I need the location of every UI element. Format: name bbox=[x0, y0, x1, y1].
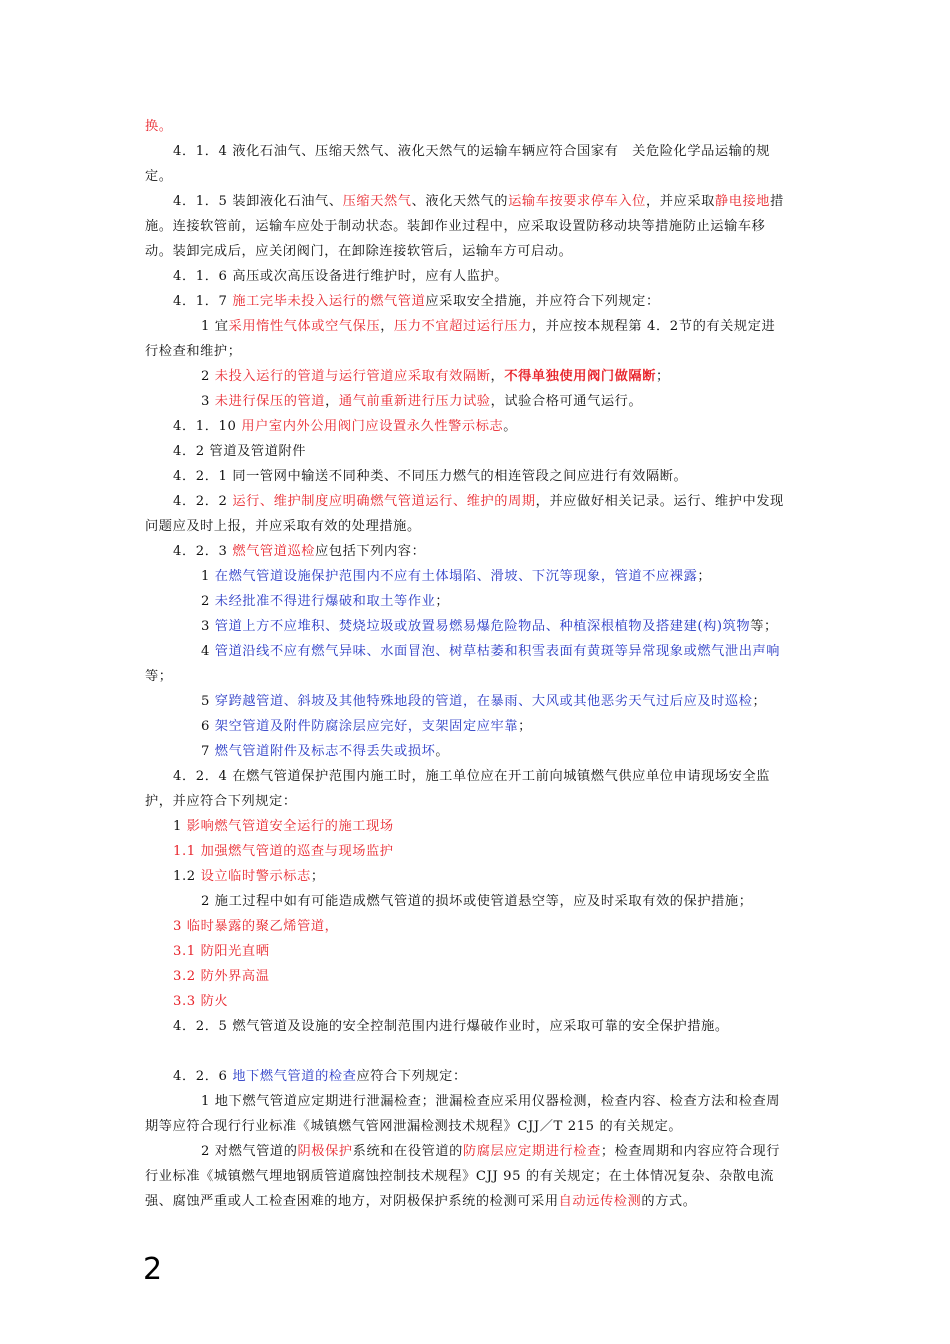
text-run: 4．1．10 bbox=[173, 419, 242, 434]
text-run: 2 施工过程中如有可能造成燃气管道的损坏或使管道悬空等，应及时采取有效的保护措施； bbox=[201, 894, 753, 909]
text-run: 4．1．7 bbox=[173, 294, 233, 309]
text-line bbox=[173, 468, 687, 486]
text-run: 4．2．3 bbox=[173, 544, 233, 559]
text-line bbox=[201, 718, 532, 736]
text-run: ， bbox=[380, 319, 395, 334]
text-line bbox=[145, 518, 421, 536]
highlighted-text-run: 在燃气管道设施保护范围内不应有土体塌陷、滑坡、下沉等现象，管道不应裸露 bbox=[214, 569, 698, 584]
text-line bbox=[173, 818, 394, 836]
text-run: ； bbox=[310, 869, 325, 884]
highlighted-text-run: 未进行保压的管道 bbox=[214, 394, 326, 409]
text-line bbox=[145, 218, 765, 236]
text-line bbox=[173, 768, 770, 786]
text-line bbox=[173, 193, 784, 211]
text-run: 6 bbox=[201, 719, 215, 734]
text-run: ， bbox=[325, 394, 339, 409]
text-line bbox=[201, 893, 753, 911]
text-line bbox=[201, 318, 775, 336]
text-run: 4．2．2 bbox=[173, 494, 233, 509]
text-line bbox=[145, 1193, 697, 1211]
highlighted-text-run: 施工完毕未投入运行的燃气管道 bbox=[232, 294, 426, 309]
text-line bbox=[201, 743, 449, 761]
highlighted-text-run: 3.1 防阳光直晒 bbox=[173, 944, 270, 959]
text-run: 行检查和维护； bbox=[145, 344, 242, 359]
text-line bbox=[145, 243, 572, 261]
text-line bbox=[173, 493, 784, 511]
highlighted-text-run: 运行、维护制度应明确燃气管道运行、维护的周期 bbox=[232, 494, 536, 509]
text-line bbox=[145, 793, 297, 811]
text-run: ，并应做好相关记录。运行、维护中发现 bbox=[535, 494, 784, 509]
text-run: ； bbox=[518, 719, 532, 734]
text-line bbox=[145, 168, 173, 186]
text-line bbox=[201, 643, 780, 661]
text-run: 期等应符合现行行业标准《城镇燃气管网泄漏检测技术规程》CJJ／T 215 的有关规定。 bbox=[145, 1119, 683, 1134]
highlighted-text-run: 采用惰性气体或空气保压 bbox=[228, 319, 381, 334]
highlighted-text-run: 管道上方不应堆积、焚烧垃圾或放置易燃易爆危险物品、种植深根植物及搭建建(构)筑物 bbox=[214, 619, 751, 634]
text-run: 等； bbox=[145, 669, 173, 684]
text-line bbox=[173, 943, 270, 961]
highlighted-text-run: 1.1 加强燃气管道的巡查与现场监护 bbox=[173, 844, 394, 859]
text-run: 4 bbox=[201, 644, 215, 659]
text-line bbox=[145, 1118, 682, 1136]
text-line bbox=[173, 443, 306, 461]
text-run: 2 对燃气管道的 bbox=[201, 1144, 298, 1159]
text-line bbox=[201, 1093, 780, 1111]
text-line bbox=[173, 843, 394, 861]
text-line bbox=[201, 368, 670, 386]
highlighted-text-run: 静电接地 bbox=[714, 194, 771, 209]
text-line bbox=[173, 993, 228, 1011]
text-run: 4．1．6 高压或次高压设备进行维护时，应有人监护。 bbox=[173, 269, 509, 284]
text-run: 施。连接软管前，运输车应处于制动状态。装卸作业过程中，应采取设置防移动块等措施防止运输车移 bbox=[145, 219, 766, 234]
text-run: 1.2 bbox=[173, 869, 201, 884]
text-run: ； bbox=[435, 594, 450, 609]
highlighted-text-run: 架空管道及附件防腐涂层应完好，支架固定应牢靠 bbox=[214, 719, 519, 734]
text-run: 4．2 管道及管道附件 bbox=[173, 444, 307, 459]
text-run: 等； bbox=[750, 619, 778, 634]
highlighted-text-run: 换。 bbox=[145, 119, 173, 134]
text-run: 应采取安全措施，并应符合下列规定： bbox=[425, 294, 660, 309]
text-run: ； bbox=[656, 369, 670, 384]
text-run: ，并应采取 bbox=[645, 194, 715, 209]
highlighted-text-run: 用户室内外公用阀门应设置永久性警示标志 bbox=[241, 419, 504, 434]
text-line bbox=[201, 693, 766, 711]
text-run: 定。 bbox=[145, 169, 173, 184]
text-run: 动。装卸完成后，应关闭阀门，在卸除连接软管后，运输车方可启动。 bbox=[145, 244, 573, 259]
highlighted-text-run: 自动远传检测 bbox=[558, 1194, 642, 1209]
text-run: ， bbox=[490, 369, 505, 384]
text-line bbox=[173, 1018, 729, 1036]
highlighted-text-run: 阴极保护 bbox=[297, 1144, 353, 1159]
text-line bbox=[145, 1168, 774, 1186]
text-run: 4．2．4 在燃气管道保护范围内施工时，施工单位应在开工前向城镇燃气供应单位申请现场安全监 bbox=[173, 769, 771, 784]
highlighted-text-run: 不得单独使用阀门做隔断 bbox=[504, 369, 657, 384]
highlighted-text-run: 通气前重新进行压力试验 bbox=[338, 394, 491, 409]
text-line bbox=[173, 418, 517, 436]
text-run: 。 bbox=[435, 744, 450, 759]
text-line bbox=[173, 293, 660, 311]
highlighted-text-run: 未经批准不得进行爆破和取土等作业 bbox=[214, 594, 436, 609]
highlighted-text-run: 影响燃气管道安全运行的施工现场 bbox=[186, 819, 394, 834]
text-run: ； bbox=[752, 694, 767, 709]
text-run: 4．2．5 燃气管道及设施的安全控制范围内进行爆破作业时，应采取可靠的安全保护措施。 bbox=[173, 1019, 729, 1034]
text-line bbox=[173, 543, 425, 561]
highlighted-text-run: 防腐层应定期进行检查 bbox=[462, 1144, 601, 1159]
text-run: ，并应按本规程第 4．2节的有关规定进 bbox=[531, 319, 776, 334]
text-run: ；检查周期和内容应符合现行 bbox=[600, 1144, 781, 1159]
text-run: 的方式。 bbox=[641, 1194, 697, 1209]
text-run: ； bbox=[697, 569, 712, 584]
text-run: 行业标准《城镇燃气埋地钢质管道腐蚀控制技术规程》CJJ 95 的有关规定；在土体情况复杂、杂散电流 bbox=[145, 1169, 775, 1184]
highlighted-text-run: 穿跨越管道、斜坡及其他特殊地段的管道，在暴雨、大风或其他恶劣天气过后应及时巡检 bbox=[214, 694, 753, 709]
text-run: 措 bbox=[770, 194, 784, 209]
text-run: 3 bbox=[201, 619, 215, 634]
text-line bbox=[201, 1143, 780, 1161]
text-line bbox=[173, 268, 508, 286]
page-number: 2 bbox=[143, 1252, 163, 1287]
text-run: 强、腐蚀严重或人工检查困难的地方，对阴极保护系统的检测可采用 bbox=[145, 1194, 559, 1209]
text-run: 4．2．1 同一管网中输送不同种类、不同压力燃气的相连管段之间应进行有效隔断。 bbox=[173, 469, 688, 484]
text-run: ，试验合格可通气运行。 bbox=[490, 394, 643, 409]
text-line bbox=[201, 618, 778, 636]
highlighted-text-run: 燃气管道附件及标志不得丢失或损坏 bbox=[214, 744, 436, 759]
text-line bbox=[173, 868, 325, 886]
text-run: 系统和在役管道的 bbox=[352, 1144, 463, 1159]
highlighted-text-run: 地下燃气管道的检查 bbox=[232, 1069, 357, 1084]
highlighted-text-run: 燃气管道巡检 bbox=[232, 544, 316, 559]
text-line bbox=[145, 668, 173, 686]
text-run: 2 bbox=[201, 594, 215, 609]
text-run: 问题应及时上报，并应采取有效的处理措施。 bbox=[145, 519, 421, 534]
highlighted-text-run: 管道沿线不应有燃气异味、水面冒泡、树草枯萎和积雪表面有黄斑等异常现象或燃气泄出声响 bbox=[214, 644, 781, 659]
highlighted-text-run: 未投入运行的管道与运行管道应采取有效隔断 bbox=[214, 369, 491, 384]
text-run: 4．1．5 装卸液化石油气、 bbox=[173, 194, 343, 209]
text-line bbox=[201, 568, 711, 586]
highlighted-text-run: 压缩天然气 bbox=[342, 194, 412, 209]
highlighted-text-run: 3.2 防外界高温 bbox=[173, 969, 270, 984]
text-run: 、液化天然气的 bbox=[411, 194, 509, 209]
highlighted-text-run: 3 临时暴露的聚乙烯管道， bbox=[173, 919, 339, 934]
text-run: 5 bbox=[201, 694, 215, 709]
text-run: 2 bbox=[201, 369, 215, 384]
text-run: 1 宜 bbox=[201, 319, 229, 334]
text-line bbox=[145, 118, 173, 136]
text-line bbox=[173, 918, 338, 936]
text-run: 应符合下列规定： bbox=[356, 1069, 467, 1084]
text-run: 应包括下列内容： bbox=[315, 544, 426, 559]
text-line bbox=[173, 968, 270, 986]
text-run: 7 bbox=[201, 744, 215, 759]
text-run: 。 bbox=[503, 419, 518, 434]
text-run: 1 地下燃气管道应定期进行泄漏检查；泄漏检查应采用仪器检测，检查内容、检查方法和检查周 bbox=[201, 1094, 781, 1109]
text-run: 4．2．6 bbox=[173, 1069, 233, 1084]
text-run: 护，并应符合下列规定： bbox=[145, 794, 297, 809]
text-line bbox=[201, 593, 449, 611]
text-line bbox=[173, 1068, 467, 1086]
highlighted-text-run: 运输车按要求停车入位 bbox=[508, 194, 646, 209]
text-run: 3 bbox=[201, 394, 215, 409]
text-line bbox=[173, 143, 770, 161]
highlighted-text-run: 压力不宜超过运行压力 bbox=[394, 319, 532, 334]
text-run: 1 bbox=[173, 819, 187, 834]
text-run: 4．1．4 液化石油气、压缩天然气、液化天然气的运输车辆应符合国家有 关危险化学品运输的规 bbox=[173, 144, 771, 159]
highlighted-text-run: 设立临时警示标志 bbox=[200, 869, 311, 884]
text-line bbox=[145, 343, 242, 361]
highlighted-text-run: 3.3 防火 bbox=[173, 994, 229, 1009]
text-line bbox=[201, 393, 642, 411]
text-run: 1 bbox=[201, 569, 215, 584]
